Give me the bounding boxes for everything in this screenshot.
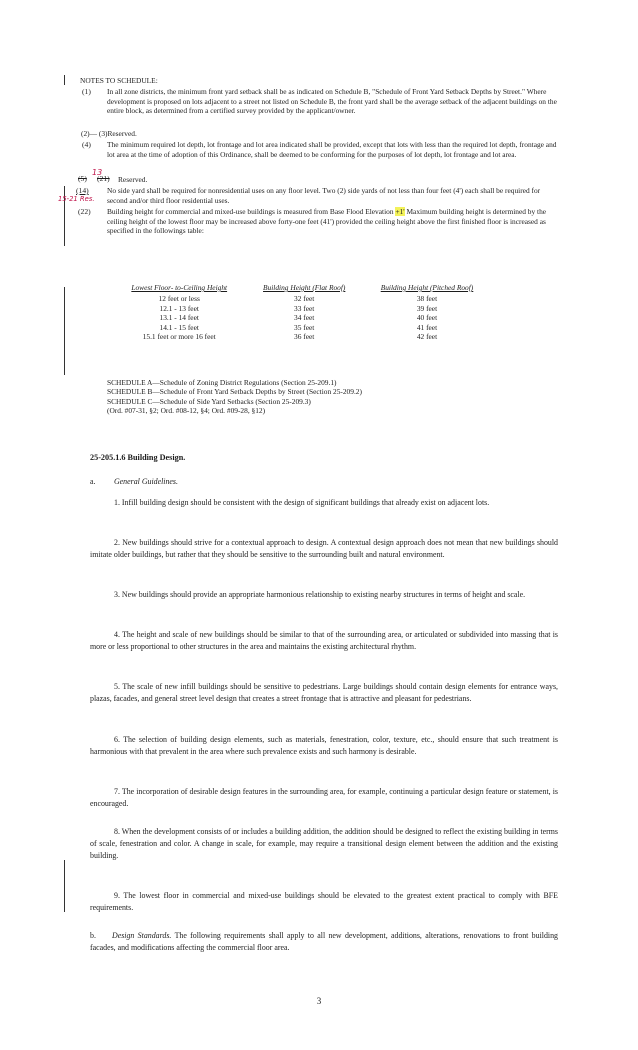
table-cell: 33 feet [294, 303, 315, 313]
note-5-handwritten-mark: 13 [92, 168, 103, 177]
guideline-item: 6. The selection of building design elements, such as materials, fenestration, color, texture, etc., should ensure that such treatment is harmonious with that prevalent in the area where such prevalence exists and such harmony is desirable. [90, 735, 558, 757]
note-22-text-b: Maximum building height is determined by the ceiling height of the lowest floor may be increased above forty-one feet (41') provided the ceiling height above the first finished floor is increased as specified in the followings table: [107, 207, 547, 236]
table-cell: 13.1 - 14 feet [159, 313, 199, 323]
table-cell: 40 feet [416, 313, 438, 323]
note-4-number: (4) [82, 140, 91, 149]
table-cell: 15.1 feet or more 16 feet [142, 332, 216, 342]
table-cell: 34 feet [294, 313, 315, 323]
change-bar [64, 860, 65, 912]
guideline-item: 5. The scale of new infill buildings should be sensitive to pedestrians. Large buildings should contain design elements for entrance ways, plazas, facades, and general street level design that creates a street frontage that is attractive and pleasant for pedestrians. [90, 682, 558, 704]
table-header-row [112, 283, 492, 294]
schedule-b: SCHEDULE B—Schedule of Front Yard Setback Depths by Street (Section 25-209.2) [107, 387, 362, 397]
note-22-number: (22) [78, 207, 91, 216]
table-cell: 32 feet [294, 294, 315, 303]
guideline-item: 8. When the development consists of or includes a building addition, the addition should be designed to reflect the existing building in terms of scale, fenestration and color. A change in scale, for example, may require a transitional design element between the addition and the existing building. [90, 827, 558, 861]
note-5-text: Reserved. [118, 175, 148, 184]
schedule-list [107, 378, 557, 416]
note-14-number: (14) [76, 186, 89, 195]
guideline-item: 1. Infill building design should be consistent with the design of significant buildings that already exist on adjacent lots. [114, 498, 490, 507]
note-5-number: (5) [78, 174, 87, 183]
table-cell: 38 feet [416, 294, 438, 303]
guideline-item: 7. The incorporation of desirable design features in the surrounding area, for example, continuing a particular design feature or statement, is encouraged. [90, 787, 558, 809]
guideline-item: 2. New buildings should strive for a contextual approach to design. A contextual design approach does not mean that new buildings should imitate older buildings, but rather that they should be sensitive to the surrounding built and natural environment. [90, 538, 558, 560]
note-4-text: The minimum required lot depth, lot frontage and lot area indicated shall be provided, except that lots with less than the required lot depth, frontage and lot area at the time of adoption of this Ordinance, shall be deemed to be conforming for the purposes of lot depth, lot frontage and lot area. [107, 140, 557, 159]
note-1-text: In all zone districts, the minimum front yard setback shall be as indicated on Schedule B, "Schedule of Front Yard Setback Depths by Street." Where development is proposed on lots adjacent to a street not listed on Schedule B, the front yard shall be the average setback of the adjacent buildings on the entire block, as determined from a certified survey provided by the applicant/owner. [107, 87, 557, 116]
note-5-struck-number: (21) [97, 174, 110, 183]
table-header: Lowest Floor- to-Ceiling Height [131, 283, 228, 292]
table-row [112, 332, 492, 342]
guideline-item: 3. New buildings should provide an appropriate harmonious relationship to existing nearby structures in terms of height and scale. [114, 590, 526, 599]
table-cell: 41 feet [416, 322, 438, 332]
table-row [112, 313, 492, 323]
table-row [112, 323, 492, 333]
subsection-a-label: a. [90, 477, 96, 486]
table-cell: 42 feet [416, 332, 438, 342]
schedule-a: SCHEDULE A—Schedule of Zoning District Regulations (Section 25-209.1) [107, 378, 337, 387]
subsection-b-title: Design Standards. [112, 931, 172, 940]
table-header: Building Height (Flat Roof) [263, 283, 346, 292]
table-row [112, 304, 492, 314]
schedule-c: SCHEDULE C—Schedule of Side Yard Setbacks (Section 25-209.3) [107, 396, 311, 406]
table-cell: 12 feet or less [158, 294, 200, 303]
table-cell: 39 feet [416, 303, 438, 313]
ordinance-citation: (Ord. #07-31, §2; Ord. #08-12, §4; Ord. #09-28, §12) [107, 406, 266, 416]
subsection-a-title: General Guidelines. [113, 477, 178, 486]
subsection-b [90, 930, 558, 954]
section-heading: 25-205.1.6 Building Design. [90, 453, 186, 462]
note-2-3-text: (2)— (3)Reserved. [81, 129, 137, 138]
note-1-number: (1) [82, 87, 91, 96]
table-cell: 14.1 - 15 feet [159, 322, 199, 332]
notes-title: NOTES TO SCHEDULE: [80, 76, 158, 85]
table-cell: 12.1 - 13 feet [159, 303, 199, 313]
table-cell: 35 feet [294, 322, 315, 332]
guideline-item: 9. The lowest floor in commercial and mixed-use buildings should be elevated to the greatest extent practical to comply with BFE requirements. [90, 891, 558, 913]
note-14-handwritten-mark: 15-21 Res. [58, 195, 95, 203]
note-22-highlight: +1' [395, 207, 405, 216]
table-cell: 36 feet [294, 332, 315, 342]
guideline-item: 4. The height and scale of new buildings should be similar to that of the surrounding area, or articulated or subdivided into massing that is more or less proportional to other structures in the area and maintains the existing architectural rhythm. [90, 630, 558, 652]
note-22-text-a: Building height for commercial and mixed-use buildings is measured from Base Flood Elevation [107, 207, 394, 216]
table-row [112, 294, 492, 304]
note-22-text [107, 207, 557, 236]
note-14-text: No side yard shall be required for nonresidential uses on any floor level. Two (2) side yards of not less than four feet (4') each shall be required for second and/or third floor residential uses. [107, 186, 541, 205]
page-number: 3 [316, 996, 322, 1006]
building-height-table [112, 283, 492, 342]
table-header: Building Height (Pitched Roof) [380, 283, 474, 292]
subsection-a [90, 477, 178, 486]
subsection-b-label: b. [90, 931, 96, 940]
subsection-b-text: The following requirements shall apply to all new development, additions, alterations, renovations to front building facades, and modifications affecting the commercial floor area. [90, 931, 558, 953]
change-bar [64, 287, 65, 375]
change-bar [64, 75, 65, 85]
